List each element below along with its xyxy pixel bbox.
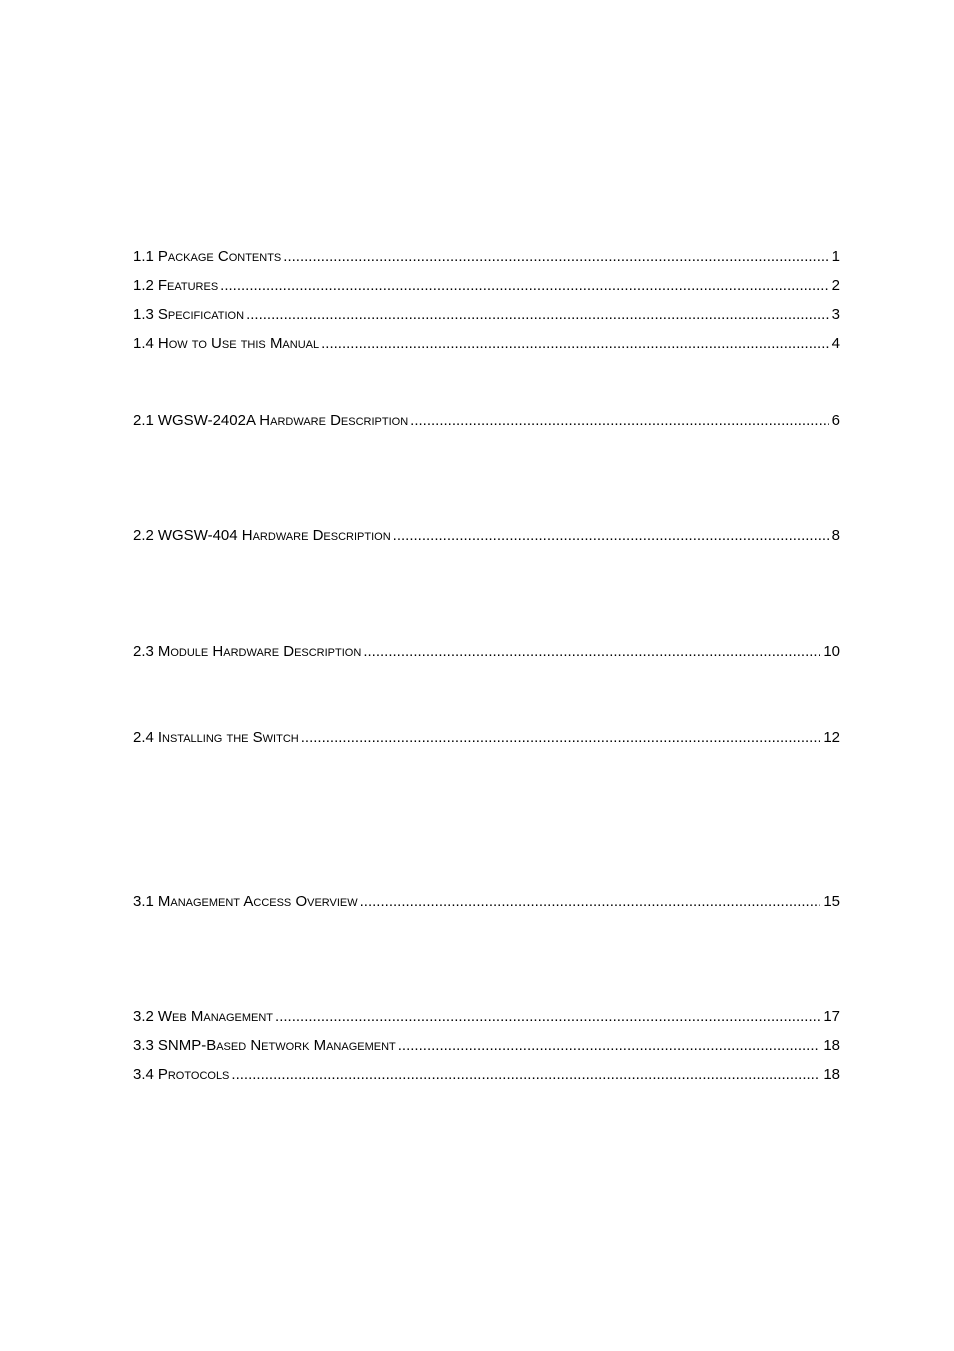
toc-entry-number: 2.1 xyxy=(133,412,154,429)
toc-entry-number: 1.3 xyxy=(133,306,154,323)
toc-entry-page: 1 xyxy=(831,248,840,265)
toc-entry-page: 10 xyxy=(823,643,840,660)
toc-entry-page: 6 xyxy=(831,412,840,429)
toc-entry-2-2[interactable] xyxy=(133,526,840,546)
toc-entry-title: WGSW-2402A Hardware Description xyxy=(157,412,409,429)
toc-entry-number: 3.1 xyxy=(133,893,154,910)
toc-entry-number: 3.2 xyxy=(133,1008,154,1025)
toc-entry-title: SNMP-Based Network Management xyxy=(157,1037,396,1054)
toc-entry-number: 3.4 xyxy=(133,1066,154,1083)
dot-leader xyxy=(231,1065,820,1085)
dot-leader xyxy=(246,305,829,325)
toc-entry-2-1[interactable] xyxy=(133,411,840,431)
toc-entry-page: 4 xyxy=(831,335,840,352)
toc-entry-page: 17 xyxy=(823,1008,840,1025)
toc-entry-page: 12 xyxy=(823,729,840,746)
toc-entry-title: WGSW-404 Hardware Description xyxy=(157,527,391,544)
toc-entry-title: Features xyxy=(157,277,219,294)
toc-entry-1-4[interactable] xyxy=(133,334,840,354)
dot-leader xyxy=(220,276,828,296)
dot-leader xyxy=(398,1036,821,1056)
toc-entry-1-3[interactable] xyxy=(133,305,840,325)
toc-entry-title: Module Hardware Description xyxy=(157,643,362,660)
toc-entry-3-2[interactable] xyxy=(133,1007,840,1027)
toc-entry-number: 1.4 xyxy=(133,335,154,352)
toc-entry-3-3[interactable] xyxy=(133,1036,840,1056)
toc-entry-title: How to Use this Manual xyxy=(157,335,320,352)
dot-leader xyxy=(410,411,828,431)
toc-entry-number: 2.3 xyxy=(133,643,154,660)
toc-entry-title: Management Access Overview xyxy=(157,893,358,910)
dot-leader xyxy=(393,526,829,546)
toc-entry-number: 3.3 xyxy=(133,1037,154,1054)
dot-leader xyxy=(360,892,821,912)
toc-entry-title: Web Management xyxy=(157,1008,274,1025)
toc-entry-2-3[interactable] xyxy=(133,642,840,662)
toc-entry-3-4[interactable] xyxy=(133,1065,840,1085)
toc-entry-3-1[interactable] xyxy=(133,892,840,912)
toc-entry-title: Package Contents xyxy=(157,248,282,265)
toc-entry-1-1[interactable] xyxy=(133,247,840,267)
toc-entry-page: 8 xyxy=(831,527,840,544)
toc-entry-number: 2.2 xyxy=(133,527,154,544)
toc-entry-page: 18 xyxy=(823,1066,840,1083)
toc-entry-page: 15 xyxy=(823,893,840,910)
dot-leader xyxy=(321,334,829,354)
toc-entry-page: 3 xyxy=(831,306,840,323)
dot-leader xyxy=(363,642,820,662)
toc-entry-page: 2 xyxy=(831,277,840,294)
dot-leader xyxy=(283,247,828,267)
toc-entry-title: Installing the Switch xyxy=(157,729,299,746)
toc-entry-number: 1.1 xyxy=(133,248,154,265)
dot-leader xyxy=(275,1007,820,1027)
toc-entry-title: Protocols xyxy=(157,1066,230,1083)
toc-entry-number: 1.2 xyxy=(133,277,154,294)
toc-entry-1-2[interactable] xyxy=(133,276,840,296)
toc-entry-page: 18 xyxy=(823,1037,840,1054)
toc-entry-2-4[interactable] xyxy=(133,728,840,748)
toc-entry-number: 2.4 xyxy=(133,729,154,746)
toc-entry-title: Specification xyxy=(157,306,245,323)
dot-leader xyxy=(301,728,821,748)
